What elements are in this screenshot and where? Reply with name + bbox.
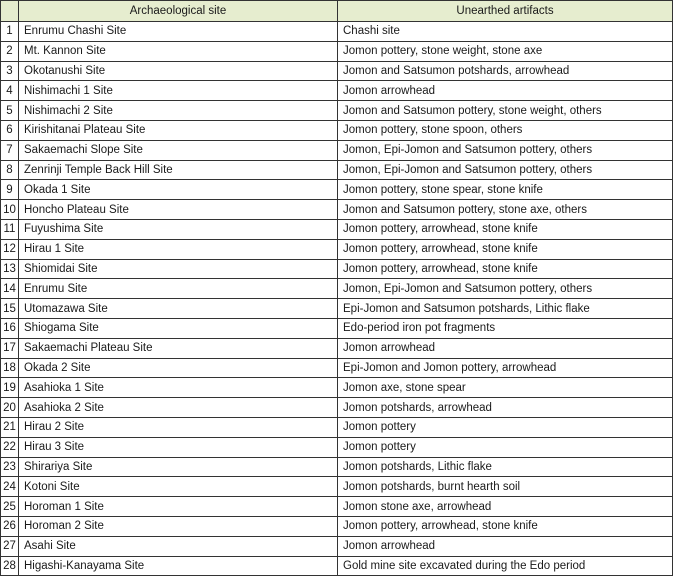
artifacts-cell: Jomon and Satsumon pottery, stone axe, others — [338, 200, 673, 220]
table-row — [1, 120, 673, 140]
artifacts-cell: Jomon pottery, stone spoon, others — [338, 120, 673, 140]
row-number-cell: 5 — [1, 101, 19, 121]
table-row — [1, 180, 673, 200]
site-name-cell: Okada 1 Site — [19, 180, 338, 200]
row-number-cell: 2 — [1, 41, 19, 61]
row-number-cell: 7 — [1, 140, 19, 160]
table-row — [1, 299, 673, 319]
artifacts-cell: Jomon, Epi-Jomon and Satsumon pottery, others — [338, 279, 673, 299]
site-name-cell: Asahioka 1 Site — [19, 378, 338, 398]
row-number-cell: 23 — [1, 457, 19, 477]
row-number-cell: 19 — [1, 378, 19, 398]
table-row — [1, 457, 673, 477]
artifacts-cell: Epi-Jomon and Jomon pottery, arrowhead — [338, 358, 673, 378]
table-row — [1, 398, 673, 418]
row-number-cell: 14 — [1, 279, 19, 299]
artifacts-cell: Jomon and Satsumon pottery, stone weight, others — [338, 101, 673, 121]
artifacts-cell: Jomon potshards, Lithic flake — [338, 457, 673, 477]
site-name-cell: Nishimachi 1 Site — [19, 81, 338, 101]
table-row — [1, 259, 673, 279]
table-row — [1, 81, 673, 101]
site-name-cell: Sakaemachi Plateau Site — [19, 338, 338, 358]
row-number-cell: 8 — [1, 160, 19, 180]
artifacts-cell: Gold mine site excavated during the Edo period — [338, 556, 673, 576]
site-name-cell: Kirishitanai Plateau Site — [19, 120, 338, 140]
row-number-cell: 11 — [1, 219, 19, 239]
artifacts-cell: Jomon, Epi-Jomon and Satsumon pottery, others — [338, 160, 673, 180]
artifacts-cell: Jomon pottery, stone weight, stone axe — [338, 41, 673, 61]
row-number-cell: 24 — [1, 477, 19, 497]
site-name-cell: Hirau 2 Site — [19, 417, 338, 437]
table-row — [1, 556, 673, 576]
artifacts-cell: Jomon pottery, stone spear, stone knife — [338, 180, 673, 200]
table-row — [1, 200, 673, 220]
row-number-cell: 18 — [1, 358, 19, 378]
table-row — [1, 219, 673, 239]
artifacts-cell: Jomon pottery, arrowhead, stone knife — [338, 219, 673, 239]
site-name-cell: Shirariya Site — [19, 457, 338, 477]
row-number-cell: 16 — [1, 318, 19, 338]
row-number-cell: 25 — [1, 497, 19, 517]
row-number-cell: 12 — [1, 239, 19, 259]
table-row — [1, 417, 673, 437]
table-row — [1, 318, 673, 338]
table-row — [1, 101, 673, 121]
table-row — [1, 477, 673, 497]
artifacts-cell: Jomon pottery, arrowhead, stone knife — [338, 239, 673, 259]
site-name-cell: Hirau 3 Site — [19, 437, 338, 457]
artifacts-cell: Jomon pottery, arrowhead, stone knife — [338, 259, 673, 279]
site-name-cell: Nishimachi 2 Site — [19, 101, 338, 121]
row-number-cell: 27 — [1, 536, 19, 556]
artifacts-cell: Edo-period iron pot fragments — [338, 318, 673, 338]
site-name-cell: Enrumu Site — [19, 279, 338, 299]
site-name-cell: Shiogama Site — [19, 318, 338, 338]
artifacts-cell: Jomon pottery — [338, 437, 673, 457]
site-name-cell: Asahioka 2 Site — [19, 398, 338, 418]
artifacts-cell: Jomon potshards, burnt hearth soil — [338, 477, 673, 497]
row-number-cell: 10 — [1, 200, 19, 220]
site-name-cell: Utomazawa Site — [19, 299, 338, 319]
table-row — [1, 160, 673, 180]
row-number-cell: 6 — [1, 120, 19, 140]
table-row — [1, 140, 673, 160]
table-row — [1, 279, 673, 299]
row-number-cell: 1 — [1, 22, 19, 42]
column-header-site: Archaeological site — [19, 1, 338, 22]
table-row — [1, 41, 673, 61]
row-number-cell: 15 — [1, 299, 19, 319]
header-row — [1, 1, 673, 22]
artifacts-cell: Chashi site — [338, 22, 673, 42]
table-row — [1, 437, 673, 457]
row-number-cell: 21 — [1, 417, 19, 437]
row-number-cell: 17 — [1, 338, 19, 358]
row-number-cell: 13 — [1, 259, 19, 279]
site-name-cell: Enrumu Chashi Site — [19, 22, 338, 42]
site-name-cell: Higashi-Kanayama Site — [19, 556, 338, 576]
column-header-number — [1, 1, 19, 22]
artifacts-cell: Jomon arrowhead — [338, 338, 673, 358]
artifacts-cell: Epi-Jomon and Satsumon potshards, Lithic flake — [338, 299, 673, 319]
site-name-cell: Mt. Kannon Site — [19, 41, 338, 61]
artifacts-cell: Jomon stone axe, arrowhead — [338, 497, 673, 517]
site-name-cell: Sakaemachi Slope Site — [19, 140, 338, 160]
table-row — [1, 378, 673, 398]
table-row — [1, 497, 673, 517]
artifacts-cell: Jomon arrowhead — [338, 536, 673, 556]
table-row — [1, 358, 673, 378]
row-number-cell: 26 — [1, 516, 19, 536]
row-number-cell: 22 — [1, 437, 19, 457]
artifacts-cell: Jomon pottery — [338, 417, 673, 437]
site-name-cell: Horoman 2 Site — [19, 516, 338, 536]
artifacts-cell: Jomon and Satsumon potshards, arrowhead — [338, 61, 673, 81]
row-number-cell: 3 — [1, 61, 19, 81]
table-body — [1, 22, 673, 576]
table-row — [1, 338, 673, 358]
site-name-cell: Kotoni Site — [19, 477, 338, 497]
table-row — [1, 516, 673, 536]
site-name-cell: Horoman 1 Site — [19, 497, 338, 517]
site-name-cell: Okada 2 Site — [19, 358, 338, 378]
site-name-cell: Hirau 1 Site — [19, 239, 338, 259]
artifacts-cell: Jomon arrowhead — [338, 81, 673, 101]
artifacts-cell: Jomon pottery, arrowhead, stone knife — [338, 516, 673, 536]
table-header — [1, 1, 673, 22]
site-name-cell: Asahi Site — [19, 536, 338, 556]
site-name-cell: Okotanushi Site — [19, 61, 338, 81]
row-number-cell: 4 — [1, 81, 19, 101]
site-name-cell: Zenrinji Temple Back Hill Site — [19, 160, 338, 180]
row-number-cell: 28 — [1, 556, 19, 576]
site-name-cell: Fuyushima Site — [19, 219, 338, 239]
table-row — [1, 61, 673, 81]
table-row — [1, 22, 673, 42]
table-row — [1, 239, 673, 259]
artifacts-cell: Jomon, Epi-Jomon and Satsumon pottery, others — [338, 140, 673, 160]
site-name-cell: Honcho Plateau Site — [19, 200, 338, 220]
column-header-artifacts: Unearthed artifacts — [338, 1, 673, 22]
table-row — [1, 536, 673, 556]
artifacts-cell: Jomon potshards, arrowhead — [338, 398, 673, 418]
row-number-cell: 9 — [1, 180, 19, 200]
row-number-cell: 20 — [1, 398, 19, 418]
artifacts-cell: Jomon axe, stone spear — [338, 378, 673, 398]
site-name-cell: Shiomidai Site — [19, 259, 338, 279]
